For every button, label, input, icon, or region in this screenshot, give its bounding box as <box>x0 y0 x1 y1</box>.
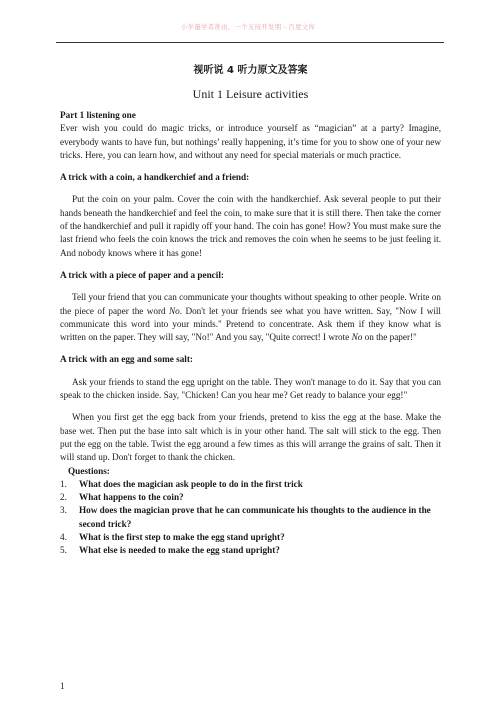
page-number: 1 <box>60 681 65 691</box>
question-text: How does the magician prove that he can communicate his thoughts to the audience in the second trick? <box>79 505 431 529</box>
trick-1-heading: A trick with a coin, a handkerchief and a friend: <box>60 172 250 183</box>
question-item <box>60 478 441 491</box>
document-title-chinese: 视听说 4 听力原文及答案 <box>193 65 308 76</box>
document-body <box>60 54 441 558</box>
trick-2-text-a: Tell your friend that you can communicate your thoughts without speaking to other people. Write on the piece of paper the word <box>60 292 441 316</box>
trick-3-heading: A trick with an egg and some salt: <box>60 354 193 365</box>
trick-2-word-no-1: No <box>169 305 180 316</box>
trick-2-text-c: . Don't let your friends see what you have written. Say, "Now I will communicate this word into your minds." Pretend to concentrate. Ask them if they know what is written on the paper. They will say, "No!" And you say, "Quite correct! I wrote <box>60 305 441 343</box>
question-number: 4. <box>60 532 67 543</box>
question-item <box>60 544 441 557</box>
questions-list <box>60 478 441 558</box>
trick-1-paragraph: Put the coin on your palm. Cover the coin with the handkerchief. Ask several people to put their hands beneath the handkerchief and feel the coin, to make sure that it is still there. Then take the corner of the handkerchief and pull it rapidly off your hand. The coin has gone! How? You must make sure the last friend who feels the coin knows the trick and removes the coin when he seems to be just feeling it. And nobody knows where it has gone! <box>60 194 441 258</box>
trick-2-word-no-2: No <box>351 332 363 343</box>
trick-2-paragraph <box>60 291 441 344</box>
question-number: 2. <box>60 492 67 503</box>
question-number: 1. <box>60 478 67 489</box>
question-text: What is the first step to make the egg stand upright? <box>79 532 285 543</box>
questions-heading: Questions: <box>68 465 110 476</box>
question-number: 5. <box>60 545 67 556</box>
question-text: What happens to the coin? <box>79 492 184 503</box>
question-text: What else is needed to make the egg stand upright? <box>79 545 280 556</box>
question-item <box>60 504 441 531</box>
question-number: 3. <box>60 505 67 516</box>
unit-title: Unit 1 Leisure activities <box>192 87 309 101</box>
header-watermark-note: 小学量学者准由，一个支持开发期 - 百度文库 <box>180 23 316 31</box>
question-text: What does the magician ask people to do in the first trick <box>79 478 303 489</box>
question-item <box>60 531 441 544</box>
trick-3-paragraph-1: Ask your friends to stand the egg upright on the table. They won't manage to do it. Say that you can speak to the chicken inside. Say, "Chicken! Can you hear me? Get ready to balance your egg!" <box>60 376 441 401</box>
trick-2-heading: A trick with a piece of paper and a pencil: <box>60 269 224 280</box>
part-heading: Part 1 listening one <box>60 110 136 120</box>
question-item <box>60 491 441 504</box>
intro-paragraph: Ever wish you could do magic tricks, or introduce yourself as “magician” at a party? Imagine, everybody wants to have fun, but nothings’ really happening, it’s time for you to show one of your new tricks. Here, you can learn how, and without any need for special materials or much practice. <box>60 123 441 160</box>
trick-2-text-e: on the paper!" <box>362 332 417 343</box>
header-divider <box>56 42 444 43</box>
trick-3-paragraph-2: When you first get the egg back from your friends, pretend to kiss the egg at the base. Make the base wet. Then put the base into salt which is in your other hand. The salt will stick to the egg. Then put the egg on the table. Twist the egg around a few times as this will arrange the grains of salt. Then it will stand up. Don't forget to thank the chicken. <box>60 412 441 463</box>
